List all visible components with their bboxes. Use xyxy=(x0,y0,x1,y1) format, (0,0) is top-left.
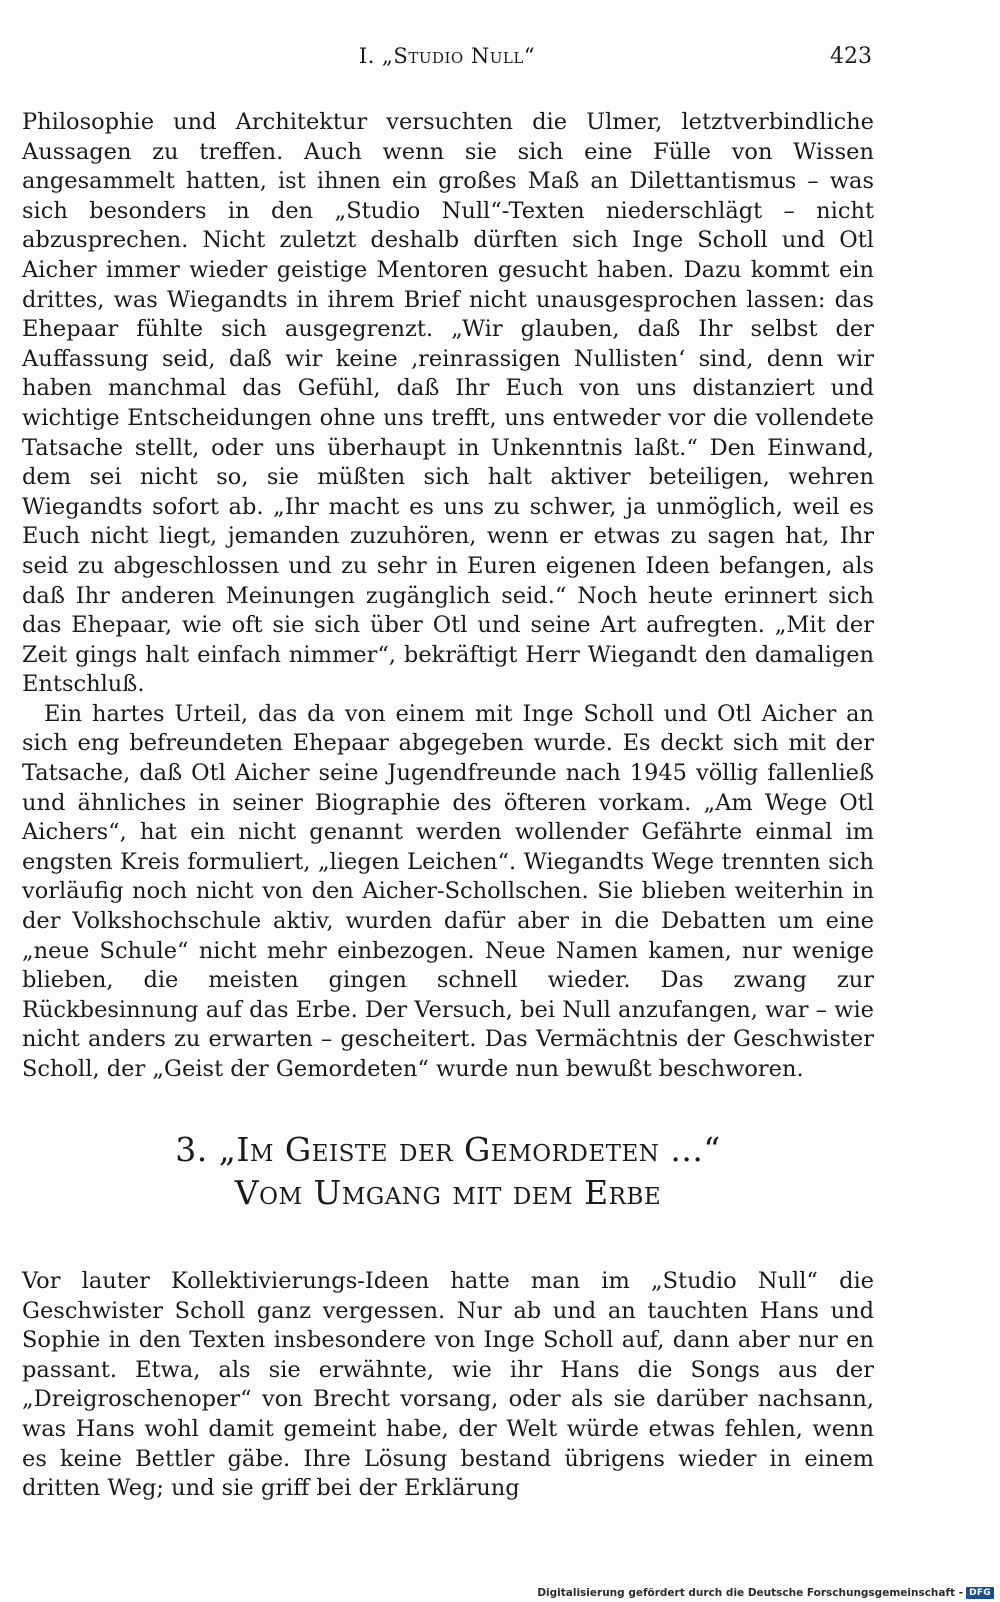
page-number: 423 xyxy=(830,44,872,69)
text-block-bottom xyxy=(22,1267,874,1504)
running-title: I. „Studio Null“ xyxy=(358,44,536,68)
section-heading-line-2: Vom Umgang mit dem Erbe xyxy=(234,1173,662,1212)
digitization-credit xyxy=(537,1587,994,1599)
dfg-logo: DFG xyxy=(966,1587,994,1599)
running-head xyxy=(22,44,872,74)
section-heading xyxy=(22,1128,874,1214)
paragraph: Ein hartes Urteil, das da von einem mit Inge Scholl und Otl Aicher an sich eng befreundeten Ehepaar abgegeben wurde. Es deckt sich mit der Tatsache, daß Otl Aicher seine Jugendfreunde nach 1945 völlig fallenließ und ähnliches in seiner Biographie des öfteren vorkam. „Am Wege Otl Aichers“, hat ein nicht genannt werden wollender Gefährte einmal im engsten Kreis formuliert, „liegen Leichen“. Wiegandts Wege trennten sich vorläufig noch nicht von den Aicher-Schollschen. Sie blieben weiterhin in der Volkshochschule aktiv, wurden dafür aber in die Debatten um eine „neue Schule“ nicht mehr einbezogen. Neue Namen kamen, nur wenige blieben, die meisten gingen schnell wieder. Das zwang zur Rückbesinnung auf das Erbe. Der Versuch, bei Null anzufangen, war – wie nicht anders zu erwarten – gescheitert. Das Vermächtnis der Geschwister Scholl, der „Geist der Gemordeten“ wurde nun bewußt beschworen. xyxy=(22,700,874,1082)
text-block-top xyxy=(22,108,874,1085)
paragraph: Vor lauter Kollektivierungs-Ideen hatte man im „Studio Null“ die Geschwister Scholl ganz vergessen. Nur ab und an tauchten Hans und Sophie in den Texten insbesondere von Inge Scholl auf, dann aber nur en passant. Etwa, als sie erwähnte, wie ihr Hans die Songs aus der „Dreigroschenoper“ von Brecht vorsang, oder als sie darüber nachsann, was Hans wohl damit gemeint habe, der Welt würde etwas fehlen, wenn es keine Bettler gäbe. Ihre Lösung bestand übrigens wieder in einem dritten Weg; und sie griff bei der Erklärung xyxy=(22,1268,874,1502)
credit-text: Digitalisierung gefördert durch die Deutsche Forschungsgemeinschaft - xyxy=(537,1587,964,1599)
section-heading-line-1: 3. „Im Geiste der Gemordeten ...“ xyxy=(175,1130,721,1169)
paragraph: Philosophie und Architektur versuchten die Ulmer, letztverbindliche Aussagen zu treffen. Auch wenn sie sich eine Fülle von Wissen angesammelt hatten, ist ihnen ein großes Maß an Dilettantismus – was sich besonders in den „Studio Null“-Texten niederschlägt – nicht abzusprechen. Nicht zuletzt deshalb dürften sich Inge Scholl und Otl Aicher immer wieder geistige Mentoren gesucht haben. Dazu kommt ein drittes, was Wiegandts in ihrem Brief nicht unausgesprochen lassen: das Ehepaar fühlte sich ausgegrenzt. „Wir glauben, daß Ihr selbst der Auffassung seid, daß wir keine ‚reinrassigen Nullisten‘ sind, denn wir haben manchmal das Gefühl, daß Ihr Euch von uns distanziert und wichtige Entscheidungen ohne uns trefft, uns entweder vor die vollendete Tatsache stellt, oder uns überhaupt in Unkenntnis laßt.“ Den Einwand, dem sei nicht so, sie müßten sich halt aktiver beteiligen, wehren Wiegandts sofort ab. „Ihr macht es uns zu schwer, ja unmöglich, weil es Euch nicht liegt, jemanden zuzuhören, wenn er etwas zu sagen hat, Ihr seid zu abgeschlossen und zu sehr in Euren eigenen Ideen befangen, als daß Ihr anderen Meinungen zugänglich seid.“ Noch heute erinnert sich das Ehepaar, wie oft sie sich über Otl und seine Art aufregten. „Mit der Zeit gings halt einfach nimmer“, bekräftigt Herr Wiegandt den damaligen Entschluß. xyxy=(22,109,874,698)
